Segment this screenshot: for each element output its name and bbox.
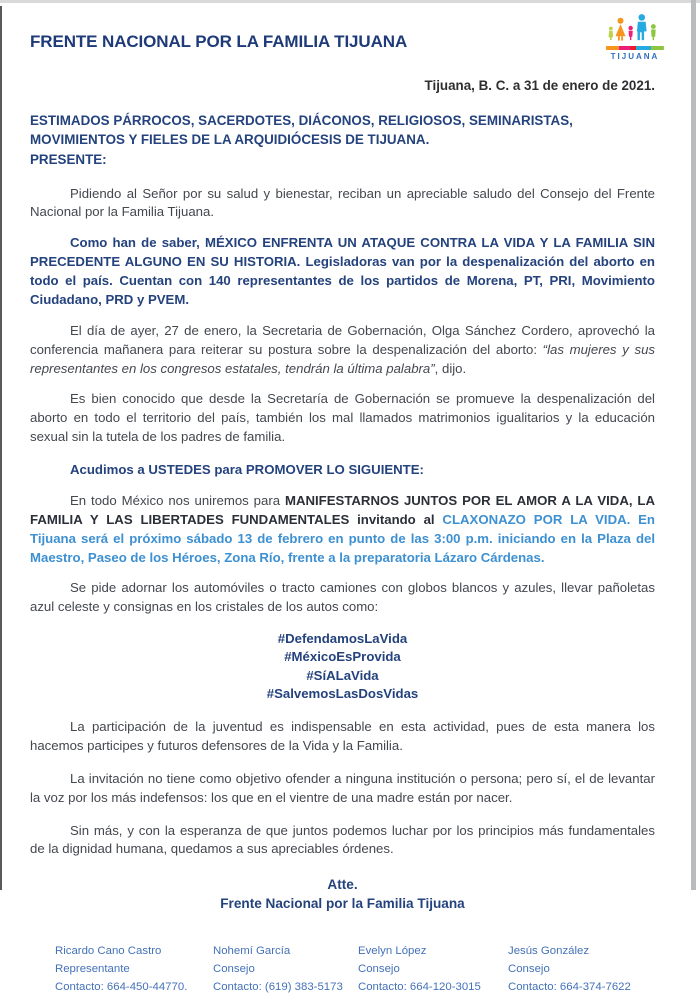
paragraph-press-conference <box>30 322 655 379</box>
paragraph-manifest <box>30 492 655 568</box>
signatory-contact: Contacto: 664-450-44770. <box>55 980 188 993</box>
logo-color-bar <box>606 46 664 50</box>
paragraph-closing: Sin más, y con la esperanza de que juntos podemos luchar por los principios más fundamentales de la dignidad humana, quedamos a sus apreciables órdenes. <box>30 822 655 857</box>
signatory-jesus <box>508 943 658 996</box>
page-title: FRENTE NACIONAL POR LA FAMILIA TIJUANA <box>30 32 408 51</box>
signatory-name: Nohemí García <box>213 945 291 958</box>
salutation-block <box>30 111 655 168</box>
date-line: Tijuana, B. C. a 31 de enero de 2021. <box>424 78 655 94</box>
signatory-contact: Contacto: 664-374-7622 <box>508 980 631 993</box>
signatory-role: Consejo <box>213 963 255 976</box>
hashtag-salvemos: #SalvemosLasDosVidas <box>266 685 419 701</box>
signatory-contact: Contacto: (619) 383-5173 <box>213 980 343 993</box>
paragraph-decorate: Se pide adornar los automóviles o tracto camiones con globos blancos y azules, llevar pañoletas azul celeste y consignas en los cristales de los autos como: <box>30 580 655 615</box>
salutation-presente: PRESENTE: <box>30 151 107 167</box>
signoff-block <box>30 875 655 913</box>
hashtag-list <box>30 630 655 703</box>
hashtag-defendamos: #DefendamosLaVida <box>277 631 408 647</box>
signatory-name: Ricardo Cano Castro <box>55 945 162 958</box>
press-conf-quote: “las mujeres y sus representantes en los congresos estatales, tendrán la última palabra” <box>30 341 655 376</box>
signatory-role: Consejo <box>508 963 550 976</box>
logo-wordmark: TIJUANA <box>610 52 660 61</box>
signatory-nohemi <box>213 943 358 996</box>
signatory-name: Jesús González <box>508 945 590 958</box>
paragraph-known: Es bien conocido que desde la Secretaría de Gobernación se promueve la despenalización del aborto en todo el territorio del país, también los mal llamados matrimonios igualitarios y la educación sexual sin la tutela de los padres de familia. <box>30 391 655 445</box>
signatory-role: Consejo <box>358 963 400 976</box>
paragraph-greeting: Pidiendo al Señor por su salud y bienestar, reciban un apreciable saludo del Consejo del Frente Nacional por la Familia Tijuana. <box>30 185 655 220</box>
paragraph-promote: Acudimos a USTEDES para PROMOVER LO SIGUIENTE: <box>70 462 424 478</box>
signatories-block <box>55 943 655 996</box>
signatory-evelyn <box>358 943 508 996</box>
press-conf-tail: , dijo. <box>434 360 467 376</box>
signatory-name: Evelyn López <box>358 945 427 958</box>
hashtag-si-a-la-vida: #SíALaVida <box>306 667 379 683</box>
signoff-atte: Atte. <box>327 877 358 893</box>
family-figures-icon <box>604 12 666 45</box>
signatory-contact: Contacto: 664-120-3015 <box>358 980 481 993</box>
signatory-ricardo <box>55 943 213 996</box>
paragraph-attack: Como han de saber, MÉXICO ENFRENTA UN ATAQUE CONTRA LA VIDA Y LA FAMILIA SIN PRECEDENTE ALGUNO EN SU HISTORIA. Legisladoras van por la despenalización del aborto en todo el país. Cuentan con 140 representantes de los partidos de Morena, PT, PRI, Movimiento Ciudadano, PRD y PVEM. <box>30 235 655 307</box>
signatory-role: Representante <box>55 963 130 976</box>
salutation-recipients: ESTIMADOS PÁRROCOS, SACERDOTES, DIÁCONOS, RELIGIOSOS, SEMINARISTAS, MOVIMIENTOS Y FIELES DE LA ARQUIDIÓCESIS DE TIJUANA. <box>30 113 573 148</box>
org-logo <box>604 12 666 62</box>
paragraph-intent: La invitación no tiene como objetivo ofender a ninguna institución o persona; pero sí, el de levantar la voz por los más indefensos: los que en el vientre de una madre están por nacer. <box>30 770 655 805</box>
manifest-bold: MANIFESTARNOS JUNTOS POR EL AMOR A LA VIDA, LA FAMILIA Y LAS LIBERTADES FUNDAMENTALES invitando al <box>30 492 656 527</box>
hashtag-mexico-provida: #MéxicoEsProvida <box>284 649 401 665</box>
manifest-highlight: CLAXONAZO POR LA VIDA. En Tijuana será el próximo sábado 13 de febrero en punto de las 3:00 p.m. iniciando en la Plaza del Maestro, Paseo de los Héroes, Zona Río, frente a la preparatoria Lázaro Cárdenas. <box>30 511 655 565</box>
paragraph-youth: La participación de la juventud es indispensable en esta actividad, pues de esta manera los hacemos participes y futuros defensores de la Vida y la Familia. <box>30 719 655 753</box>
press-conf-lead: El día de ayer, 27 de enero, la Secretaria de Gobernación, Olga Sánchez Cordero, aprovechó la conferencia mañanera para reiterar su postura sobre la despenalización del aborto: <box>30 322 655 357</box>
manifest-lead: En todo México nos uniremos para <box>70 492 285 508</box>
signoff-org: Frente Nacional por la Familia Tijuana <box>220 896 465 912</box>
